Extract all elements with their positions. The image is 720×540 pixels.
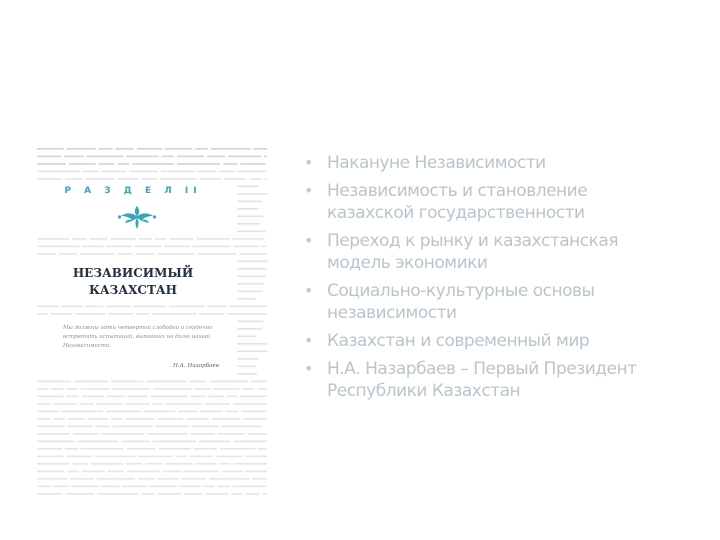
bullet-dot-icon: • xyxy=(304,331,313,350)
faint-text-line xyxy=(231,493,242,495)
faint-text-line xyxy=(234,441,267,443)
faint-text-line xyxy=(153,388,192,390)
faint-text-line xyxy=(156,426,189,428)
topic-text-line2: Республики Казахстан xyxy=(327,381,521,401)
faint-text-line xyxy=(37,471,64,473)
epigraph-author: Н.А. Назарбаев xyxy=(173,363,219,369)
faint-text-line xyxy=(121,441,150,443)
faint-text-line xyxy=(220,463,231,465)
faint-text-line xyxy=(37,381,71,383)
faint-text-line xyxy=(111,381,143,383)
faint-text-line xyxy=(190,456,213,458)
faint-text-line xyxy=(138,456,173,458)
faint-text-line xyxy=(186,418,209,420)
faint-text-line xyxy=(37,493,63,495)
topic-text-line2: модель экономики xyxy=(327,253,488,273)
faint-text-line xyxy=(189,381,207,383)
faint-text-line xyxy=(99,148,113,150)
topic-item xyxy=(304,230,704,274)
faint-text-line xyxy=(129,171,158,173)
faint-text-line xyxy=(251,381,267,383)
faint-text-line xyxy=(152,441,196,443)
faint-text-line xyxy=(122,486,146,488)
bullet-dot-icon: • xyxy=(304,181,313,200)
faint-text-line xyxy=(112,388,150,390)
faint-text-line xyxy=(200,411,222,413)
chapter-title-line2: КАЗАХСТАН xyxy=(88,283,178,297)
faint-text-line xyxy=(177,163,220,165)
faint-text-line xyxy=(213,388,240,390)
faint-text-line xyxy=(110,238,135,240)
faint-text-line xyxy=(95,426,109,428)
faint-text-line xyxy=(249,178,262,180)
faint-text-line xyxy=(134,246,161,248)
faint-text-line xyxy=(67,456,92,458)
faint-text-line xyxy=(67,388,78,390)
topic-text-line1: Н.А. Назарбаев – Первый Президент xyxy=(327,359,637,379)
faint-text-line xyxy=(125,418,155,420)
faint-text-line xyxy=(101,486,120,488)
topic-text-line2: независимости xyxy=(327,303,457,323)
faint-text-line xyxy=(65,178,83,180)
faint-text-line xyxy=(37,246,79,248)
faint-text-line xyxy=(237,336,257,338)
faint-text-line xyxy=(96,403,122,405)
faint-text-line xyxy=(243,418,267,420)
faint-text-line xyxy=(227,396,237,398)
faint-text-line xyxy=(71,486,97,488)
faint-text-line xyxy=(238,171,267,173)
faint-text-line xyxy=(216,456,242,458)
faint-text-line xyxy=(160,178,196,180)
faint-text-line xyxy=(53,418,65,420)
faint-text-line xyxy=(37,178,62,180)
faint-text-line xyxy=(37,441,74,443)
faint-text-line xyxy=(37,411,58,413)
faint-text-line xyxy=(205,493,228,495)
faint-text-line xyxy=(151,396,188,398)
faint-text-line xyxy=(37,163,66,165)
faint-text-line xyxy=(240,396,267,398)
faint-text-line xyxy=(237,231,266,233)
faint-text-line xyxy=(141,493,155,495)
faint-text-line xyxy=(90,238,108,240)
faint-text-line xyxy=(237,298,255,300)
faint-text-line xyxy=(82,171,98,173)
faint-text-line xyxy=(223,163,237,165)
faint-text-line xyxy=(263,493,267,495)
faint-text-line xyxy=(237,223,261,225)
faint-text-line xyxy=(212,418,240,420)
faint-text-line xyxy=(81,388,109,390)
faint-text-line xyxy=(157,493,181,495)
topic-item xyxy=(304,330,704,352)
faint-text-line xyxy=(132,163,174,165)
faint-text-line xyxy=(61,411,103,413)
faint-text-line xyxy=(177,156,204,158)
faint-text-line xyxy=(237,328,262,330)
faint-text-line xyxy=(86,178,115,180)
bullet-dot-icon: • xyxy=(304,231,313,250)
faint-text-line xyxy=(112,426,153,428)
faint-text-line xyxy=(107,396,125,398)
faint-text-line xyxy=(37,396,64,398)
faint-text-line xyxy=(37,171,79,173)
faint-text-line xyxy=(207,306,226,308)
faint-text-line xyxy=(37,403,50,405)
faint-text-line xyxy=(37,463,69,465)
faint-text-line xyxy=(50,313,72,315)
faint-text-line xyxy=(69,163,96,165)
faint-text-line xyxy=(245,471,267,473)
faint-text-line xyxy=(37,456,64,458)
faint-text-line xyxy=(91,463,124,465)
faint-text-line xyxy=(245,456,267,458)
faint-text-line xyxy=(80,253,115,255)
faint-text-line xyxy=(226,411,239,413)
faint-text-line xyxy=(229,306,267,308)
bullet-dot-icon: • xyxy=(304,359,313,378)
faint-text-line xyxy=(108,471,124,473)
faint-text-line xyxy=(234,463,267,465)
faint-text-line xyxy=(245,493,259,495)
faint-text-line xyxy=(191,396,206,398)
faint-text-line xyxy=(163,471,181,473)
faint-text-line xyxy=(221,426,262,428)
faint-text-line xyxy=(126,156,158,158)
faint-text-line xyxy=(95,456,135,458)
faint-text-line xyxy=(158,253,194,255)
topic-text-line1: Независимость и становление xyxy=(327,181,588,201)
faint-text-line xyxy=(81,448,124,450)
faint-text-line xyxy=(162,156,175,158)
faint-text-line xyxy=(207,156,225,158)
faint-text-line xyxy=(237,208,258,210)
faint-text-line xyxy=(195,148,208,150)
topic-text-line1: Накануне Независимости xyxy=(327,153,546,173)
faint-text-line xyxy=(86,306,103,308)
faint-text-line xyxy=(199,313,225,315)
faint-text-line xyxy=(82,471,105,473)
faint-text-line xyxy=(196,238,229,240)
faint-text-line xyxy=(222,471,242,473)
faint-text-line xyxy=(67,471,78,473)
faint-text-line xyxy=(106,306,129,308)
faint-text-line xyxy=(239,253,267,255)
faint-text-line xyxy=(74,381,108,383)
faint-text-line xyxy=(152,313,196,315)
faint-text-line xyxy=(37,433,70,435)
faint-text-line xyxy=(218,433,245,435)
faint-text-line xyxy=(237,358,259,360)
faint-text-line xyxy=(158,448,190,450)
faint-text-line xyxy=(158,418,183,420)
topic-item xyxy=(304,358,704,402)
faint-text-line xyxy=(179,486,200,488)
faint-text-line xyxy=(61,306,83,308)
faint-text-line xyxy=(237,321,263,323)
faint-text-line xyxy=(218,486,230,488)
faint-text-line xyxy=(183,471,218,473)
faint-text-line xyxy=(194,448,217,450)
faint-text-line xyxy=(237,343,266,345)
faint-text-line xyxy=(254,148,267,150)
faint-text-line xyxy=(53,403,77,405)
faint-text-line xyxy=(195,388,210,390)
faint-text-line xyxy=(107,246,132,248)
faint-text-line xyxy=(197,171,217,173)
faint-text-line xyxy=(264,156,267,158)
faint-text-line xyxy=(66,493,95,495)
faint-text-line xyxy=(204,486,215,488)
bullet-dot-icon: • xyxy=(304,281,313,300)
faint-text-line xyxy=(37,238,69,240)
faint-text-line xyxy=(142,178,157,180)
faint-text-line xyxy=(237,283,264,285)
faint-text-line xyxy=(37,148,64,150)
faint-text-line xyxy=(196,463,217,465)
faint-text-line xyxy=(184,493,202,495)
faint-text-line xyxy=(37,448,62,450)
faint-text-line xyxy=(37,253,56,255)
topic-text-line1: Социально-культурные основы xyxy=(327,281,595,301)
faint-text-line xyxy=(237,261,268,263)
faint-text-line xyxy=(82,246,103,248)
faint-text-line xyxy=(237,351,268,353)
faint-text-line xyxy=(228,156,261,158)
faint-text-line xyxy=(248,433,267,435)
faint-text-line xyxy=(205,403,230,405)
faint-text-line xyxy=(237,193,267,195)
faint-text-line xyxy=(233,238,265,240)
faint-text-line xyxy=(118,163,130,165)
faint-text-line xyxy=(65,448,78,450)
faint-text-line xyxy=(80,403,94,405)
faint-text-line xyxy=(37,313,47,315)
faint-text-line xyxy=(233,403,267,405)
faint-text-line xyxy=(211,148,251,150)
faint-text-line xyxy=(148,433,188,435)
faint-text-line xyxy=(128,396,148,398)
faint-text-line xyxy=(37,486,50,488)
faint-text-line xyxy=(37,156,61,158)
faint-text-line xyxy=(97,493,138,495)
faint-text-line xyxy=(237,268,267,270)
faint-text-line xyxy=(37,306,58,308)
faint-text-line xyxy=(53,486,69,488)
faint-text-line xyxy=(209,478,249,480)
faint-text-line xyxy=(118,178,139,180)
faint-text-line xyxy=(116,148,134,150)
faint-text-line xyxy=(258,448,267,450)
faint-text-line xyxy=(77,441,118,443)
faint-text-line xyxy=(64,156,84,158)
faint-text-line xyxy=(265,178,267,180)
faint-text-line xyxy=(133,306,166,308)
faint-text-line xyxy=(146,381,186,383)
faint-text-line xyxy=(197,253,236,255)
faint-text-line xyxy=(210,381,248,383)
faint-text-line xyxy=(75,313,105,315)
faint-text-line xyxy=(252,478,267,480)
faint-text-line xyxy=(72,238,87,240)
faint-text-line xyxy=(169,306,204,308)
faint-text-line xyxy=(136,313,149,315)
faint-text-line xyxy=(118,253,132,255)
faint-text-line xyxy=(108,313,133,315)
epigraph-quote: Мы должны идти четвертой слободой и сердечно встретить испытаний, выпавших на долю нашей Независимости. xyxy=(63,325,213,349)
faint-text-line xyxy=(191,426,218,428)
faint-text-line xyxy=(166,403,202,405)
faint-text-line xyxy=(106,411,140,413)
faint-text-line xyxy=(126,403,150,405)
topic-item xyxy=(304,152,704,174)
topic-text-line2: казахской государственности xyxy=(327,203,585,223)
faint-text-line xyxy=(99,163,115,165)
chapter-title xyxy=(33,265,233,299)
faint-text-line xyxy=(219,171,235,173)
faint-text-line xyxy=(169,238,193,240)
faint-text-line xyxy=(102,171,126,173)
faint-text-line xyxy=(241,411,267,413)
faint-text-line xyxy=(136,253,155,255)
faint-text-line xyxy=(243,388,255,390)
faint-text-line xyxy=(228,313,267,315)
faint-text-line xyxy=(139,238,152,240)
chapter-title-line1: НЕЗАВИСИМЫЙ xyxy=(72,266,194,280)
faint-text-line xyxy=(220,448,256,450)
faint-text-line xyxy=(102,433,145,435)
faint-text-line xyxy=(182,478,206,480)
faint-text-line xyxy=(237,366,255,368)
section-heading: Р А З Д Е Л II xyxy=(64,186,202,196)
faint-text-line xyxy=(68,418,84,420)
faint-text-line xyxy=(68,426,92,428)
faint-text-line xyxy=(51,388,64,390)
faint-text-line xyxy=(176,456,188,458)
faint-text-line xyxy=(145,463,162,465)
faint-text-line xyxy=(237,276,265,278)
faint-text-line xyxy=(164,246,189,248)
faint-text-line xyxy=(191,433,215,435)
faint-text-line xyxy=(237,373,257,375)
faint-text-line xyxy=(127,463,143,465)
faint-text-line xyxy=(73,433,99,435)
faint-text-line xyxy=(149,486,176,488)
faint-text-line xyxy=(237,201,262,203)
faint-text-line xyxy=(70,478,93,480)
faint-text-line xyxy=(262,246,267,248)
faint-text-line xyxy=(237,216,263,218)
faint-text-line xyxy=(87,156,124,158)
faint-text-line xyxy=(161,171,194,173)
kazakh-ornament-icon xyxy=(117,204,157,230)
topic-item xyxy=(304,180,704,224)
faint-text-line xyxy=(165,463,193,465)
faint-text-line xyxy=(240,163,265,165)
faint-text-line xyxy=(178,411,197,413)
topic-list xyxy=(304,152,704,408)
faint-text-line xyxy=(97,478,135,480)
faint-text-line xyxy=(192,246,231,248)
topic-text-line1: Казахстан и современный мир xyxy=(327,331,590,351)
faint-text-line xyxy=(237,291,263,293)
faint-text-line xyxy=(82,396,104,398)
faint-text-line xyxy=(127,471,159,473)
faint-text-line xyxy=(199,441,231,443)
faint-text-line xyxy=(111,418,122,420)
faint-text-line xyxy=(72,463,87,465)
faint-text-line xyxy=(37,426,65,428)
faint-text-line xyxy=(257,388,267,390)
faint-text-line xyxy=(155,238,167,240)
faint-text-line xyxy=(143,411,175,413)
faint-text-line xyxy=(59,253,77,255)
faint-text-line xyxy=(165,148,192,150)
faint-text-line xyxy=(67,396,79,398)
faint-text-line xyxy=(138,478,154,480)
topic-item xyxy=(304,280,704,324)
faint-text-line xyxy=(153,403,163,405)
bullet-dot-icon: • xyxy=(304,153,313,172)
faint-text-line xyxy=(37,418,50,420)
topic-text-line1: Переход к рынку и казахстанская xyxy=(327,231,619,251)
faint-text-line xyxy=(199,178,221,180)
faint-text-line xyxy=(233,486,267,488)
faint-text-line xyxy=(37,478,67,480)
faint-text-line xyxy=(234,246,259,248)
faint-text-line xyxy=(224,178,246,180)
faint-text-line xyxy=(127,448,156,450)
faint-text-line xyxy=(67,148,96,150)
faint-text-line xyxy=(137,148,162,150)
faint-text-line xyxy=(157,478,179,480)
book-page-image xyxy=(33,138,271,500)
faint-text-line xyxy=(237,186,258,188)
faint-text-line xyxy=(208,396,224,398)
faint-text-line xyxy=(37,388,48,390)
faint-text-line xyxy=(87,418,107,420)
